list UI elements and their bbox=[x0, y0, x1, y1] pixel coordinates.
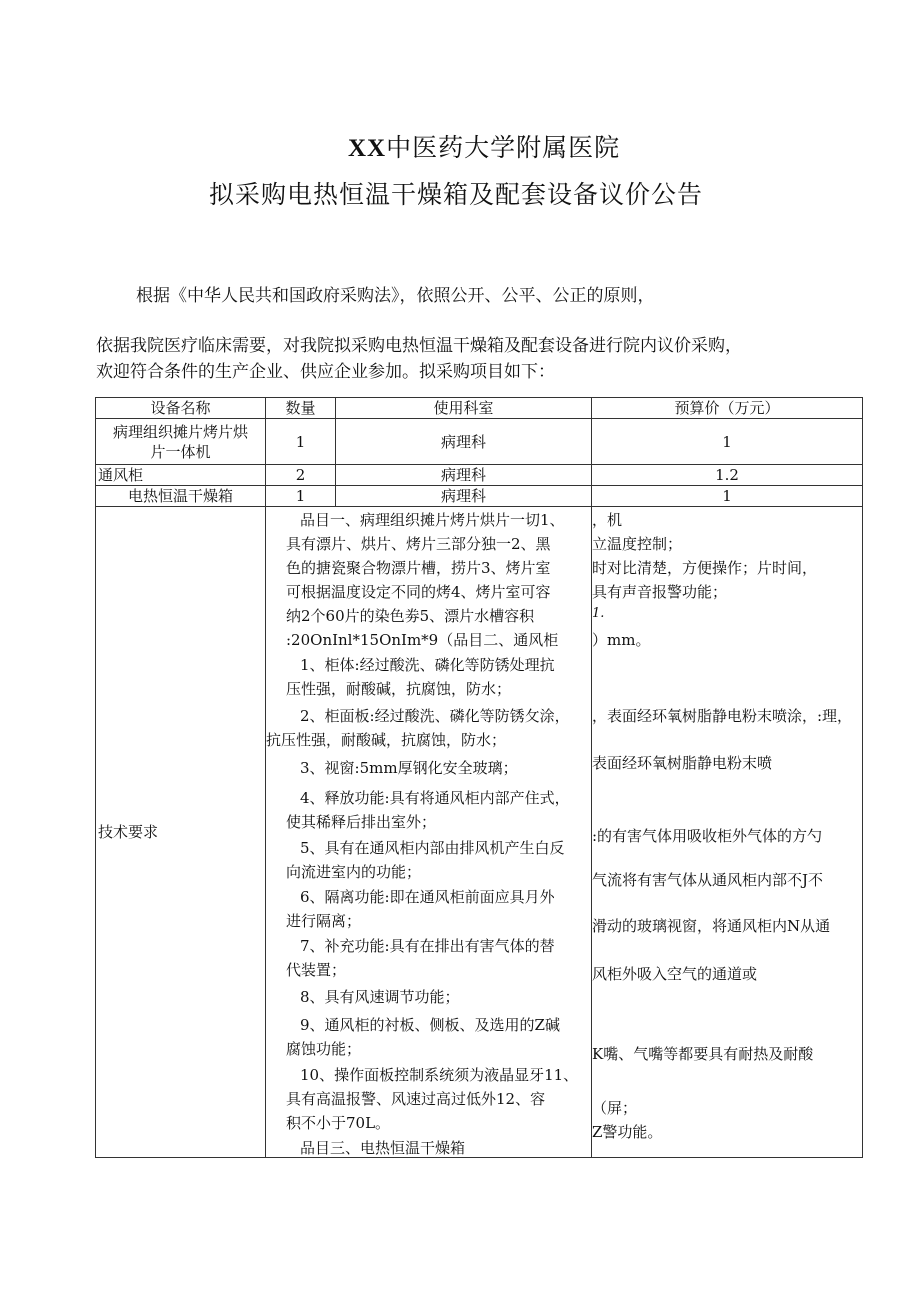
quantity-cell: 1 bbox=[266, 419, 336, 465]
department-cell: 病理科 bbox=[336, 465, 592, 486]
tech-left-line: 9、通风柜的衬板、侧板、及选用的Z碱 bbox=[300, 1016, 560, 1034]
tech-left-line: 纳2个60片的染色劵5、漂片水槽容积 bbox=[286, 607, 535, 625]
tech-left-line: 7、补充功能:具有在排出有害气体的替 bbox=[300, 937, 555, 955]
device-name-cell bbox=[96, 419, 266, 465]
intro-line-1: 根据《中华人民共和国政府采购法》，依照公开、公平、公正的原则， bbox=[136, 286, 655, 306]
tech-requirements-right bbox=[592, 507, 863, 1158]
tech-left-line: 压性强，耐酸碱，抗腐蚀，防水； bbox=[286, 680, 512, 698]
hospital-title-prefix: XX bbox=[348, 135, 387, 162]
device-name-cell: 电热恒温干燥箱 bbox=[96, 486, 266, 507]
tech-left-line: 5、具有在通风柜内部由排风机产生白反 bbox=[300, 839, 565, 857]
tech-right-line: Z警功能。 bbox=[592, 1123, 663, 1141]
tech-right-line: 表面经环氧树脂静电粉末喷 bbox=[592, 754, 773, 772]
tech-right-line: 具有声音报警功能； bbox=[592, 583, 728, 601]
header-department: 使用科室 bbox=[336, 398, 592, 419]
tech-right-line: （屏； bbox=[592, 1099, 638, 1117]
tech-left-line: 腐蚀功能； bbox=[286, 1040, 362, 1058]
tech-right-text bbox=[592, 507, 862, 1157]
tech-left-line: 1、柜体:经过酸洗、磷化等防锈处理抗 bbox=[300, 656, 555, 674]
device-name-cell: 通风柜 bbox=[96, 465, 266, 486]
tech-left-line: 8、具有风速调节功能； bbox=[300, 988, 460, 1006]
tech-right-line: K嘴、气嘴等都要具有耐热及耐酸 bbox=[592, 1045, 814, 1063]
budget-cell: 1 bbox=[592, 486, 863, 507]
header-quantity: 数量 bbox=[266, 398, 336, 419]
tech-requirements-label: 技术要求 bbox=[96, 507, 266, 1158]
tech-left-line: 可根据温度设定不同的烤4、烤片室可容 bbox=[286, 583, 551, 601]
table-row bbox=[96, 419, 863, 465]
tech-left-line: 10、操作面板控制系统须为液晶显牙11、 bbox=[300, 1066, 579, 1084]
tech-right-line: ）mm。 bbox=[592, 631, 651, 649]
notice-title: 拟采购电热恒温干燥箱及配套设备议价公告 bbox=[209, 180, 704, 209]
table-row bbox=[96, 465, 863, 486]
tech-left-line: 积不小于70L。 bbox=[286, 1114, 391, 1132]
tech-left-text bbox=[266, 507, 591, 1157]
tech-left-line: 色的搪瓷聚合物漂片槽，捞片3、烤片室 bbox=[286, 559, 551, 577]
department-cell: 病理科 bbox=[336, 486, 592, 507]
tech-right-line: 1. bbox=[592, 606, 605, 621]
tech-left-line: 向流进室内的功能； bbox=[286, 863, 422, 881]
tech-left-line: 3、视窗:5mm厚钢化安全玻璃； bbox=[300, 759, 518, 777]
tech-left-line: 品目三、电热恒温干燥箱 bbox=[300, 1139, 466, 1157]
procurement-table bbox=[95, 397, 863, 1158]
tech-right-line: 滑动的玻璃视窗，将通风柜内N从通 bbox=[592, 917, 831, 935]
hospital-title bbox=[348, 128, 620, 164]
quantity-cell: 2 bbox=[266, 465, 336, 486]
tech-left-line: 具有漂片、烘片、烤片三部分独一2、黑 bbox=[286, 535, 551, 553]
intro-line-3: 欢迎符合条件的生产企业、供应企业参加。拟采购项目如下： bbox=[96, 362, 555, 382]
table-row bbox=[96, 486, 863, 507]
tech-left-line: 6、隔离功能:即在通风柜前面应具月外 bbox=[300, 888, 555, 906]
tech-right-line: 立温度控制； bbox=[592, 535, 683, 553]
tech-left-line: :20OnInl*15OnIm*9（品目二、通风柜 bbox=[286, 631, 559, 649]
tech-left-line: 使其稀释后排出室外； bbox=[286, 813, 437, 831]
tech-right-line: 风柜外吸入空气的通道或 bbox=[592, 965, 758, 983]
tech-requirements-left bbox=[266, 507, 592, 1158]
table-header-row bbox=[96, 398, 863, 419]
header-device-name: 设备名称 bbox=[96, 398, 266, 419]
tech-left-line: 抗压性强，耐酸碱，抗腐蚀，防水； bbox=[266, 731, 507, 749]
tech-right-line: :的有害气体用吸收柜外气体的方勺 bbox=[592, 827, 823, 845]
budget-cell: 1.2 bbox=[592, 465, 863, 486]
quantity-cell: 1 bbox=[266, 486, 336, 507]
department-cell: 病理科 bbox=[336, 419, 592, 465]
tech-left-line: 2、柜面板:经过酸洗、磷化等防锈攵涂， bbox=[300, 707, 570, 725]
hospital-title-rest: 中医药大学附属医院 bbox=[386, 133, 621, 162]
tech-left-line: 进行隔离； bbox=[286, 912, 362, 930]
tech-left-line: 品目一、病理组织摊片烤片烘片一切1、 bbox=[300, 511, 565, 529]
tech-left-line: 代装置； bbox=[286, 961, 347, 979]
tech-right-line: ，表面经环氧树脂静电粉末喷涂，:理， bbox=[592, 707, 853, 725]
tech-left-line: 4、释放功能:具有将通风柜内部产住式， bbox=[300, 789, 570, 807]
tech-right-line: ，机 bbox=[592, 511, 623, 529]
device-name-line: 片一体机 bbox=[150, 442, 211, 461]
intro-line-2: 依据我院医疗临床需要，对我院拟采购电热恒温干燥箱及配套设备进行院内议价采购， bbox=[96, 336, 742, 356]
tech-right-line: 时对比清楚，方便操作；片时间， bbox=[592, 559, 818, 577]
tech-left-line: 具有高温报警、风速过高过低外12、容 bbox=[286, 1090, 546, 1108]
tech-right-line: 气流将有害气体从通风柜内部不J不 bbox=[592, 871, 824, 889]
header-budget: 预算价（万元） bbox=[592, 398, 863, 419]
tech-requirements-row bbox=[96, 507, 863, 1158]
budget-cell: 1 bbox=[592, 419, 863, 465]
device-name-line: 病理组织摊片烤片烘 bbox=[112, 422, 248, 441]
